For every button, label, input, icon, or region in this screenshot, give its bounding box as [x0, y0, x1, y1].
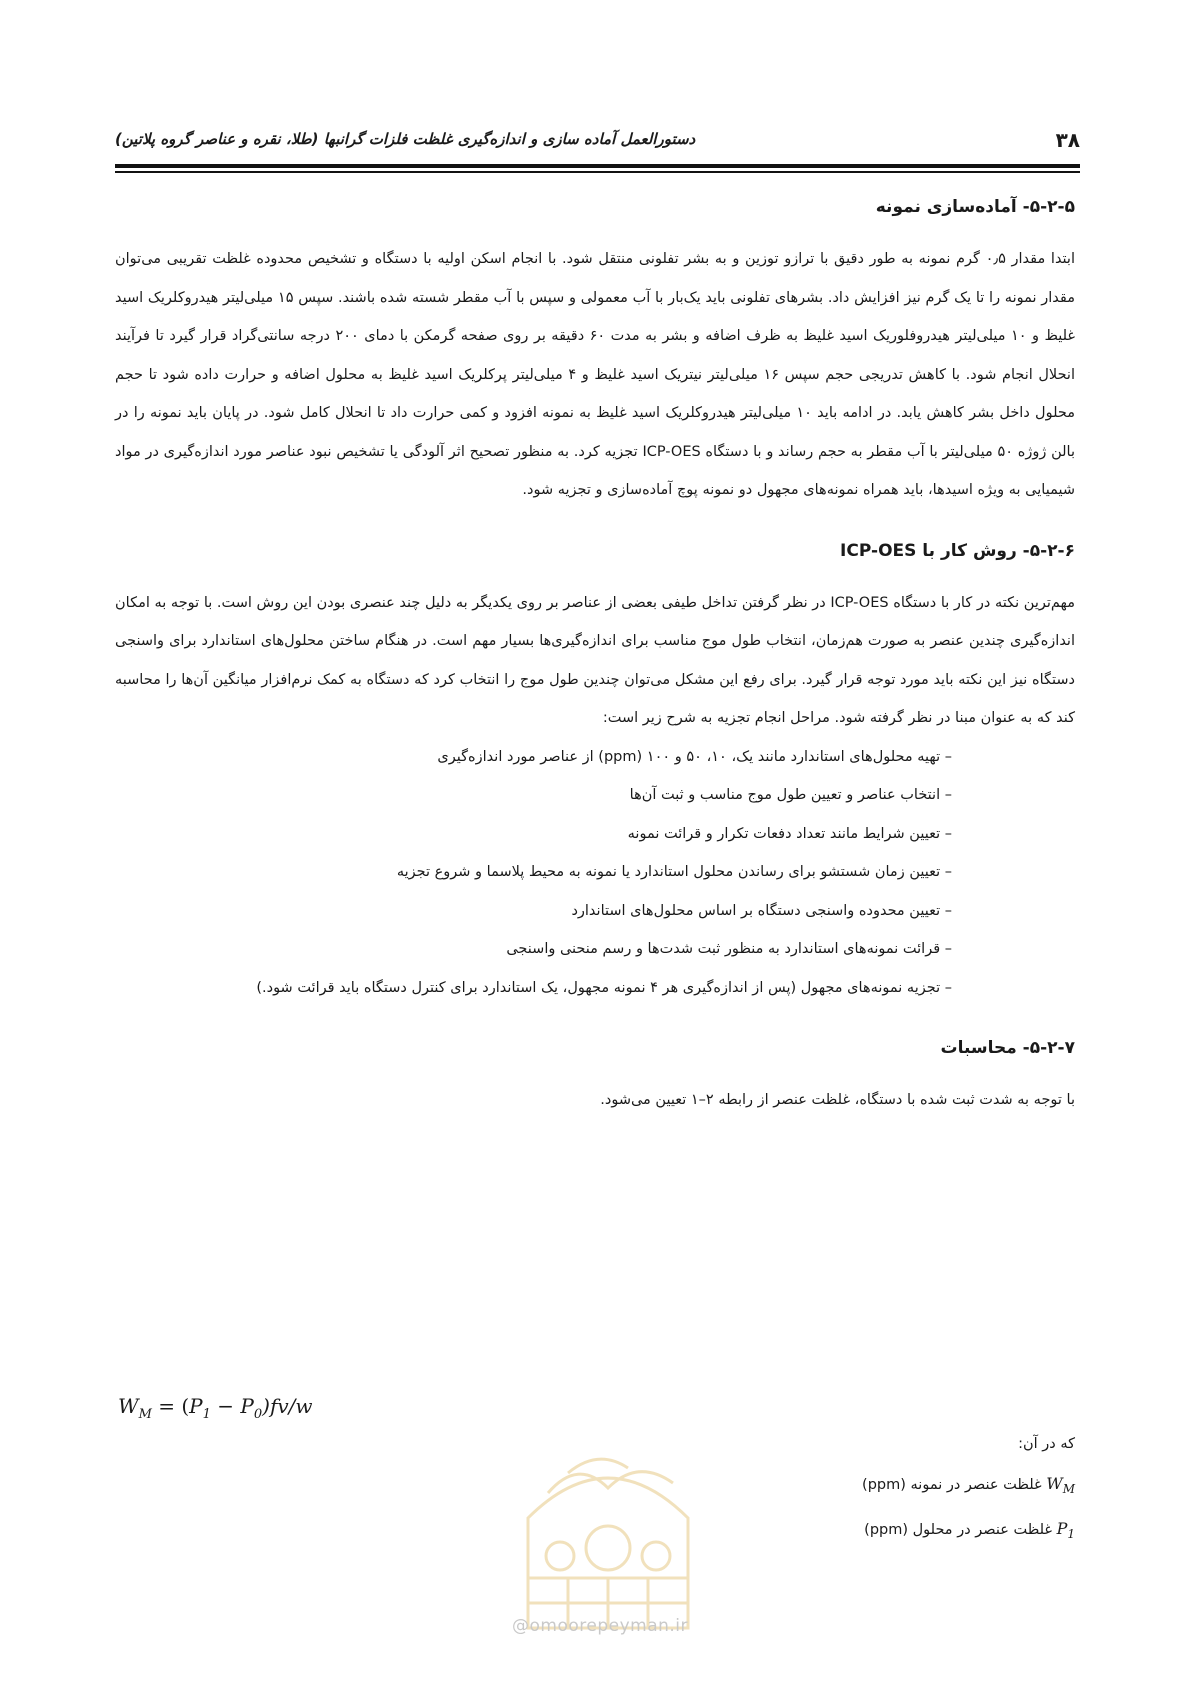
page-header: [115, 128, 1080, 158]
list-item: – تعیین محدوده واسنجی دستگاه بر اساس محلول‌های استاندارد: [571, 902, 952, 919]
watermark-url: @omoorepeyman.ir: [511, 1616, 689, 1636]
paragraph-calculations-intro: با توجه به شدت ثبت شده با دستگاه، غلظت عنصر از رابطه ۲–۱ تعیین می‌شود.: [600, 1092, 1075, 1108]
watermark-seal-logo: [498, 1398, 718, 1688]
variable-definitions: [715, 1424, 1075, 1554]
page-number: ۳۸: [1055, 128, 1080, 152]
list-item: – انتخاب عناصر و تعیین طول موج مناسب و ثبت آن‌ها: [629, 787, 952, 803]
section-heading-calculations: ۵-۲-۷- محاسبات: [940, 1038, 1075, 1058]
list-item: – تعیین زمان شستشو برای رساندن محلول استاندارد یا نمونه به محیط پلاسما و شروع تجزیه: [396, 864, 952, 880]
header-rule-thin: [115, 171, 1080, 173]
list-item: – تعیین شرایط مانند تعداد دفعات تکرار و قرائت نمونه: [627, 825, 952, 842]
list-item: – تهیه محلول‌های استاندارد مانند یک، ۱۰، ۵۰ و ۱۰۰ (ppm) از عناصر مورد اندازه‌گیری: [437, 748, 952, 765]
list-item: – قرائت نمونه‌های استاندارد به منظور ثبت شدت‌ها و رسم منحنی واسنجی: [506, 941, 952, 957]
definition-wm: $W_M$ غلظت عنصر در نمونه (ppm): [862, 1474, 1075, 1496]
paragraph-sample-preparation: ابتدا مقدار ۰٫۵ گرم نمونه به طور دقیق با ترازو توزین و به بشر تفلونی منتقل شود. با انجام اسکن اولیه با دستگاه و تشخیص محدوده غلظت تقریبی می‌توان مقدار نمونه را تا یک گرم نیز افزایش داد. بشرهای تفلونی باید یک‌بار با آب معمولی و سپس با آب مقطر شسته شده باشند. سپس ۱۵ میلی‌لیتر هیدروکلریک اسید غلیظ و ۱۰ میلی‌لیتر هیدروفلوریک اسید غلیظ به ظرف اضافه و بشر به مدت ۶۰ دقیقه بر روی صفحه گرمکن با دمای ۲۰۰ درجه سانتی‌گراد قرار گیرد تا فرآیند انحلال انجام شود. با کاهش تدریجی حجم سپس ۱۶ میلی‌لیتر نیتریک اسید غلیظ و ۴ میلی‌لیتر پرکلریک اسید غلیظ به محلول اضافه و حرارت داده شود تا حجم محلول داخل بشر کاهش یابد. در ادامه باید ۱۰ میلی‌لیتر هیدروکلریک اسید غلیظ به نمونه افزود و کمی حرارت داد تا انحلال کامل شود. در پایان باید نمونه را در بالن ژوژه ۵۰ میلی‌لیتر با آب مقطر به حجم رساند و با دستگاه ICP-OES تجزیه کرد. به منظور تصحیح اثر آلودگی یا تشخیص نبود عناصر مورد اندازه‌گیری در مواد شیمیایی به ویژه اسیدها، باید همراه نمونه‌های مجهول دو نمونه پوچ آماده‌سازی و تجزیه شود.: [115, 251, 1075, 498]
definition-p1: $P_1$ غلظت عنصر در محلول (ppm): [864, 1518, 1075, 1541]
list-item: – تجزیه نمونه‌های مجهول (پس از اندازه‌گیری هر ۴ نمونه مجهول، یک استاندارد برای کنترل دستگاه باید قرائت شود.): [256, 979, 952, 996]
section-heading-icp-method: ۵-۲-۶- روش کار با ICP-OES: [840, 540, 1075, 561]
where-label: که در آن:: [1018, 1436, 1075, 1452]
running-title: دستورالعمل آماده سازی و اندازه‌گیری غلظت فلزات گرانبها (طلا، نقره و عناصر گروه پلاتین): [115, 130, 696, 148]
header-rule-thick: [115, 164, 1080, 168]
paragraph-icp-method: مهم‌ترین نکته در کار با دستگاه ICP-OES در نظر گرفتن تداخل طیفی بعضی از عناصر بر روی یکدیگر به دلیل چند عنصری بودن این روش است. با توجه به امکان اندازه‌گیری چندین عنصر به صورت هم‌زمان، انتخاب طول موج مناسب برای اندازه‌گیری‌ها بسیار مهم است. در هنگام ساختن محلول‌های استاندارد برای واسنجی دستگاه نیز این نکته باید مورد توجه قرار گیرد. برای رفع این مشکل می‌توان چندین طول موج را انتخاب کرد که دستگاه به کمک نرم‌افزار میانگین آن‌ها را محاسبه کند که به عنوان مبنا در نظر گرفته شود. مراحل انجام تجزیه به شرح زیر است:: [115, 594, 1075, 726]
page-content: [115, 188, 1075, 1120]
equation-concentration: $W_M = (P_1 - P_0)fv/w$: [118, 1394, 313, 1422]
section-heading-sample-preparation: ۵-۲-۵- آماده‌سازی نمونه: [875, 197, 1075, 217]
analysis-steps-list: [115, 738, 1075, 1008]
